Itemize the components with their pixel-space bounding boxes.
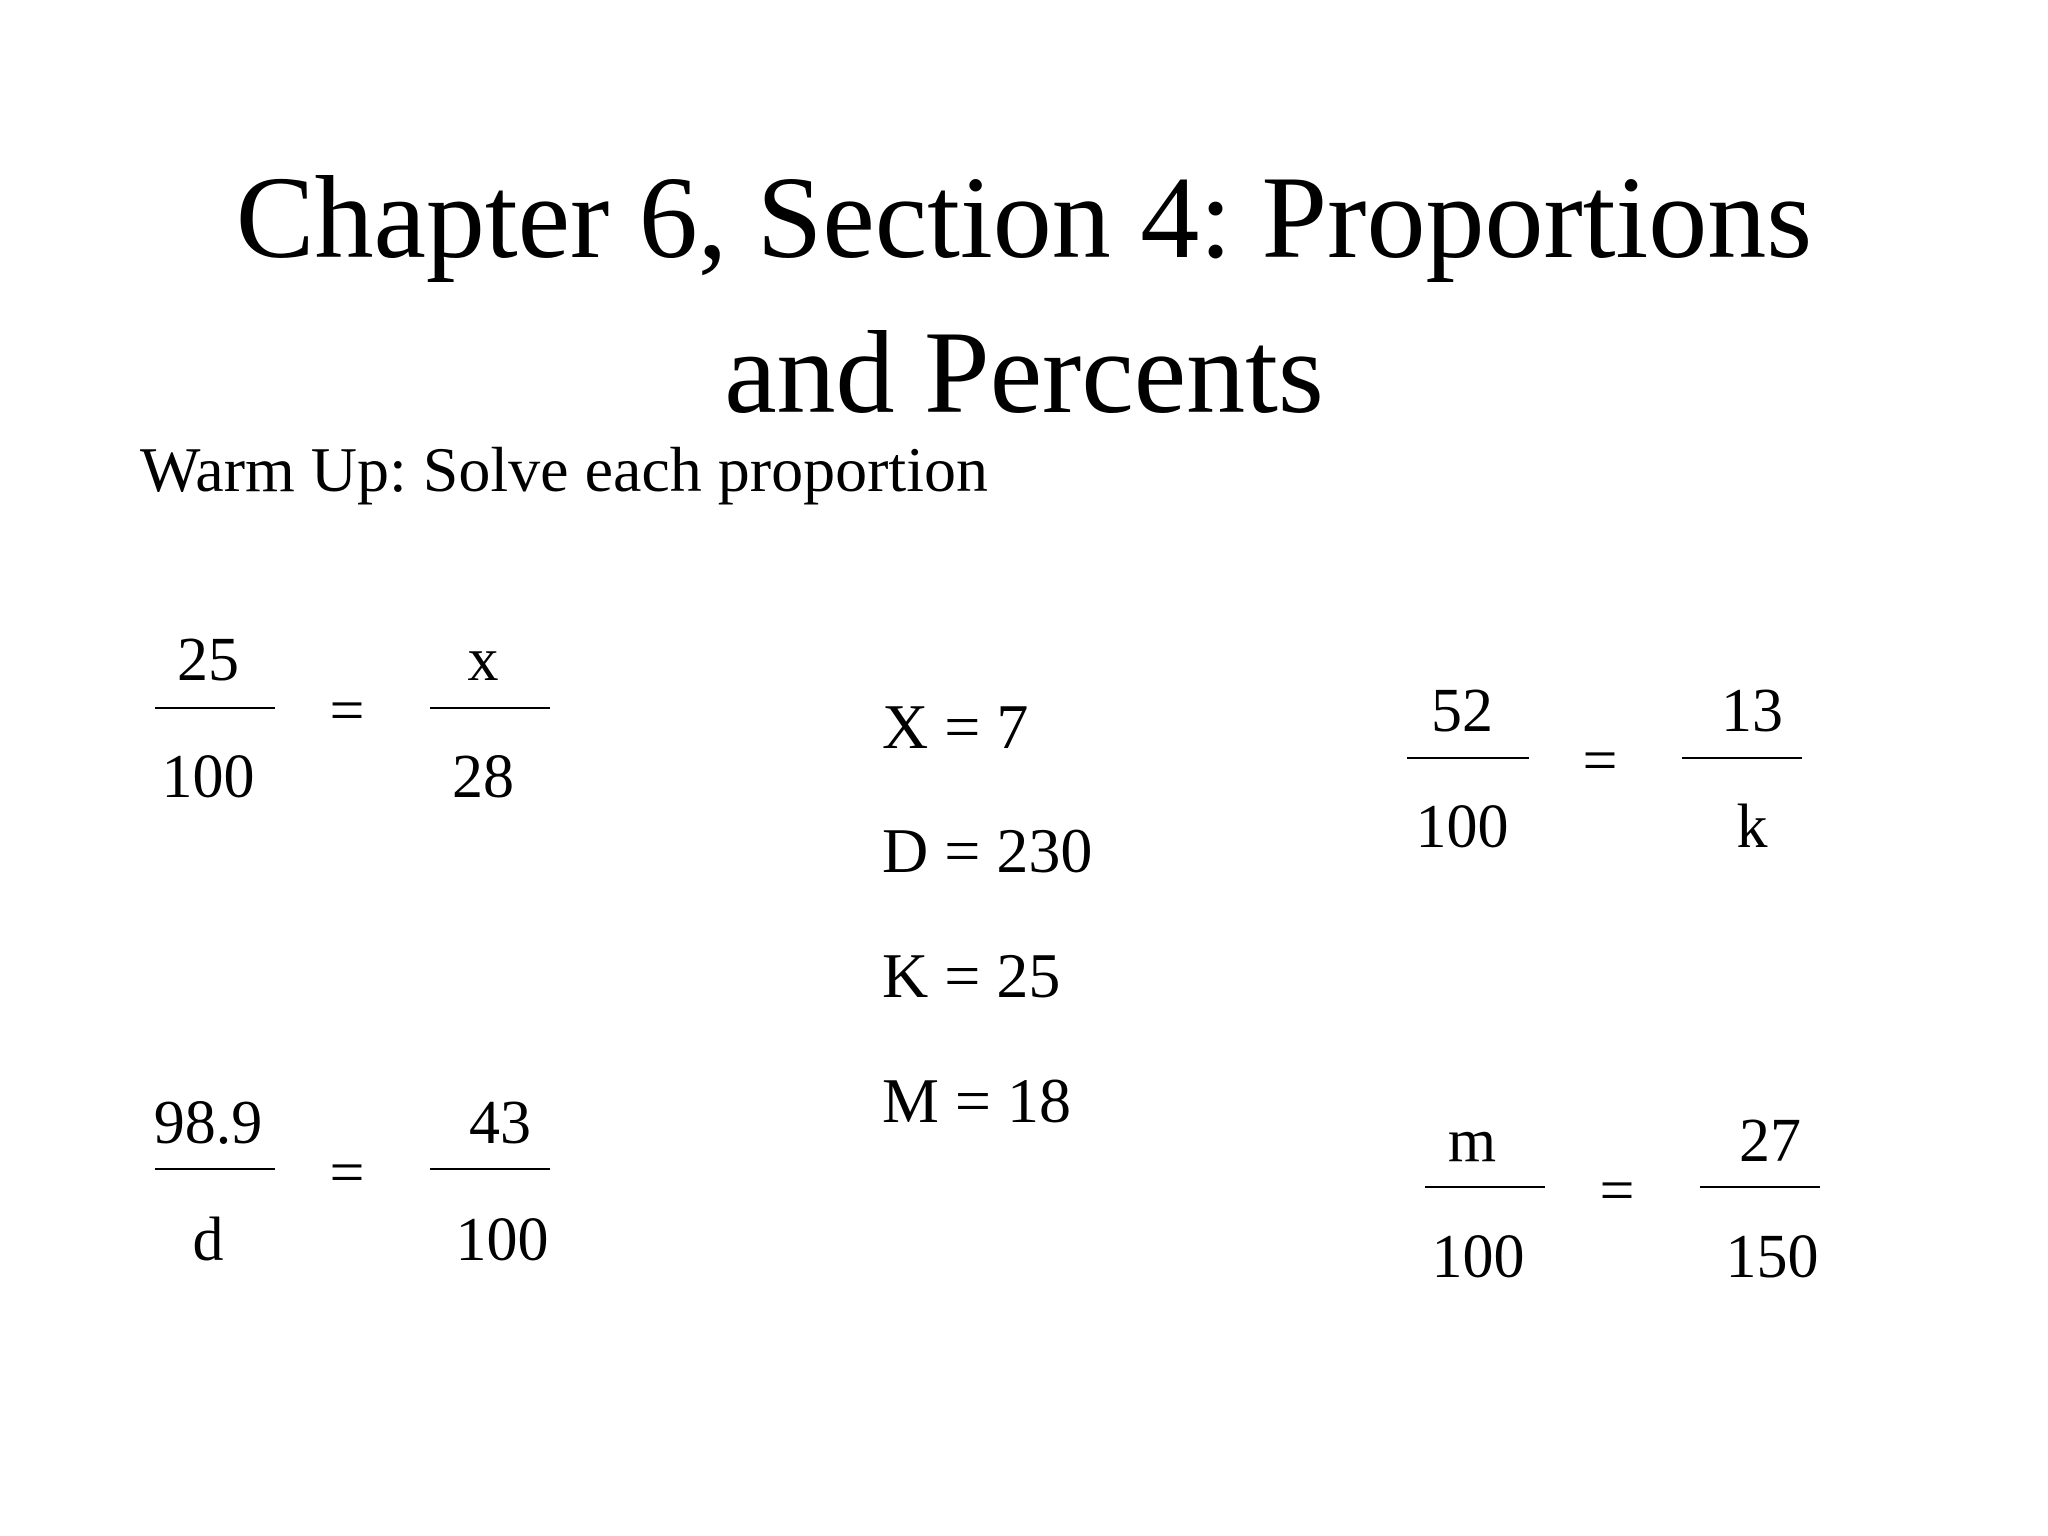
p4-left-fraction-bar: [1425, 1186, 1545, 1188]
p1-left-fraction-bar: [155, 707, 275, 709]
p1-equals-sign: =: [329, 677, 365, 745]
p2-left-fraction-bar: [1407, 757, 1529, 759]
p2-left-denominator: 100: [1415, 793, 1509, 861]
p2-right-denominator: k: [1736, 793, 1768, 861]
p1-right-fraction-bar: [430, 707, 550, 709]
p2-left-numerator: 52: [1431, 677, 1493, 745]
p1-left-numerator: 25: [177, 626, 239, 694]
p2-equals-sign: =: [1582, 727, 1618, 795]
p2-right-numerator: 13: [1721, 677, 1783, 745]
answer-m: M = 18: [882, 1065, 1071, 1136]
p3-right-numerator: 43: [469, 1089, 531, 1157]
slide-title-line2: and Percents: [724, 307, 1324, 438]
p4-right-numerator: 27: [1739, 1107, 1801, 1175]
answer-k: K = 25: [882, 940, 1061, 1011]
p4-left-numerator: m: [1447, 1107, 1497, 1175]
slide-title-line1: Chapter 6, Section 4: Proportions: [235, 152, 1813, 283]
p3-right-denominator: 100: [455, 1206, 549, 1274]
slide-title: [0, 140, 2048, 450]
p4-left-denominator: 100: [1431, 1223, 1525, 1291]
answer-x: X = 7: [882, 691, 1029, 762]
p3-right-fraction-bar: [430, 1168, 550, 1170]
p1-right-denominator: 28: [452, 743, 514, 811]
p3-left-fraction-bar: [155, 1168, 275, 1170]
p3-equals-sign: =: [329, 1139, 365, 1207]
p3-left-numerator: 98.9: [153, 1089, 263, 1157]
p4-equals-sign: =: [1599, 1157, 1635, 1225]
warm-up-heading: Warm Up: Solve each proportion: [140, 434, 988, 505]
answer-d: D = 230: [882, 815, 1093, 886]
p4-right-denominator: 150: [1725, 1223, 1819, 1291]
p3-left-denominator: d: [192, 1206, 224, 1274]
p1-right-numerator: x: [467, 626, 499, 694]
p1-left-denominator: 100: [161, 743, 255, 811]
p4-right-fraction-bar: [1700, 1186, 1820, 1188]
p2-right-fraction-bar: [1682, 757, 1802, 759]
